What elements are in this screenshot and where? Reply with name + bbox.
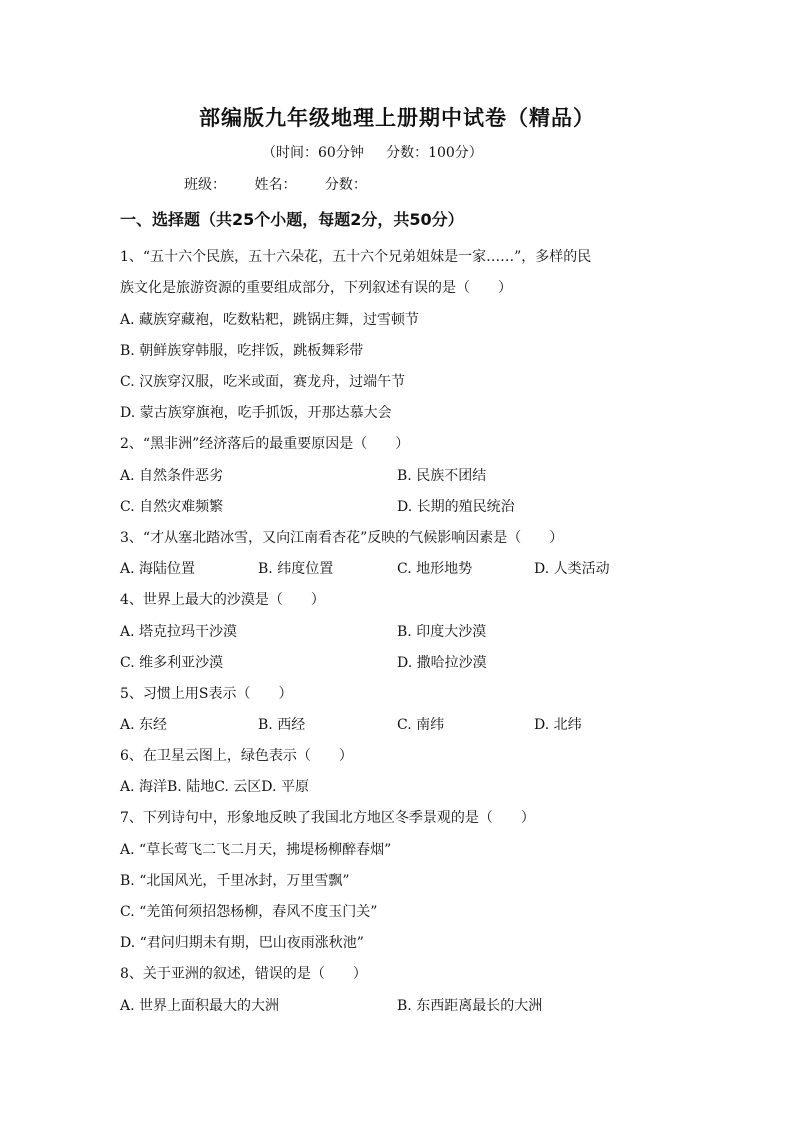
q4-option-d: D. 撒哈拉沙漠 bbox=[397, 655, 487, 671]
q1-option-c: C. 汉族穿汉服，吃米或面，赛龙舟，过端午节 bbox=[120, 374, 406, 390]
q7-option-b: B. “北国风光，千里冰封，万里雪飘” bbox=[120, 873, 350, 889]
q1-option-d: D. 蒙古族穿旗袍，吃手抓饭，开那达慕大会 bbox=[120, 405, 392, 421]
q2-option-c: C. 自然灾难频繁 bbox=[120, 499, 224, 515]
q5-option-d: D. 北纬 bbox=[534, 717, 582, 733]
page-title: 部编版九年级地理上册期中试卷（精品） bbox=[199, 106, 595, 130]
q7-option-d: D. “君问归期未有期，巴山夜雨涨秋池” bbox=[120, 935, 364, 951]
q2-option-d: D. 长期的殖民统治 bbox=[397, 499, 515, 515]
section-heading: 一、选择题（共25个小题，每题2分，共50分） bbox=[120, 210, 464, 229]
q8-stem: 8、关于亚洲的叙述，错误的是（ ） bbox=[120, 966, 367, 982]
q2-option-b: B. 民族不团结 bbox=[397, 468, 487, 484]
q8-option-a: A. 世界上面积最大的大洲 bbox=[120, 998, 280, 1014]
q2-option-a: A. 自然条件恶劣 bbox=[120, 468, 224, 484]
q7-stem: 7、下列诗句中，形象地反映了我国北方地区冬季景观的是（ ） bbox=[120, 810, 535, 826]
q1-stem-line1: 1、“五十六个民族，五十六朵花，五十六个兄弟姐妹是一家……”，多样的民 bbox=[120, 249, 592, 265]
class-label: 班级： bbox=[184, 177, 226, 193]
q2-stem: 2、“黑非洲”经济落后的最重要原因是（ ） bbox=[120, 436, 410, 452]
q6-options: A. 海洋B. 陆地C. 云区D. 平原 bbox=[120, 779, 309, 795]
q5-option-b: B. 西经 bbox=[258, 717, 306, 733]
q1-stem-line2: 族文化是旅游资源的重要组成部分，下列叙述有误的是（ ） bbox=[120, 280, 512, 296]
student-info-line bbox=[184, 175, 391, 195]
name-label: 姓名： bbox=[254, 177, 297, 193]
q8-option-b: B. 东西距离最长的大洲 bbox=[397, 998, 543, 1014]
q1-option-a: A. 藏族穿藏袍，吃数粘粑，跳锅庄舞，过雪顿节 bbox=[120, 312, 420, 328]
q7-option-c: C. “羌笛何须招怨杨柳，春风不度玉门关” bbox=[120, 904, 378, 920]
q1-option-b: B. 朝鲜族穿韩服，吃拌饭，跳板舞彩带 bbox=[120, 343, 364, 359]
score-label: 分数： bbox=[324, 177, 367, 193]
q6-stem: 6、在卫星云图上，绿色表示（ ） bbox=[120, 748, 353, 764]
q7-option-a: A. “草长莺飞二飞二月天，拂堤杨柳醉春烟” bbox=[120, 842, 392, 858]
q3-stem: 3、“才从塞北踏冰雪，又向江南看杏花”反映的气候影响因素是（ ） bbox=[120, 530, 564, 546]
q3-option-a: A. 海陆位置 bbox=[120, 561, 196, 577]
q4-option-b: B. 印度大沙漠 bbox=[397, 624, 487, 640]
q5-stem: 5、习惯上用S表示（ ） bbox=[120, 686, 293, 702]
q5-option-c: C. 南纬 bbox=[397, 717, 445, 733]
q4-stem: 4、世界上最大的沙漠是（ ） bbox=[120, 592, 325, 608]
q4-option-a: A. 塔克拉玛干沙漠 bbox=[120, 624, 238, 640]
q3-option-d: D. 人类活动 bbox=[534, 561, 610, 577]
q3-option-c: C. 地形地势 bbox=[397, 561, 473, 577]
q5-option-a: A. 东经 bbox=[120, 717, 168, 733]
q4-option-c: C. 维多利亚沙漠 bbox=[120, 655, 224, 671]
time-score-info: （时间：60分钟 分数：100分） bbox=[262, 145, 483, 161]
q3-option-b: B. 纬度位置 bbox=[258, 561, 334, 577]
